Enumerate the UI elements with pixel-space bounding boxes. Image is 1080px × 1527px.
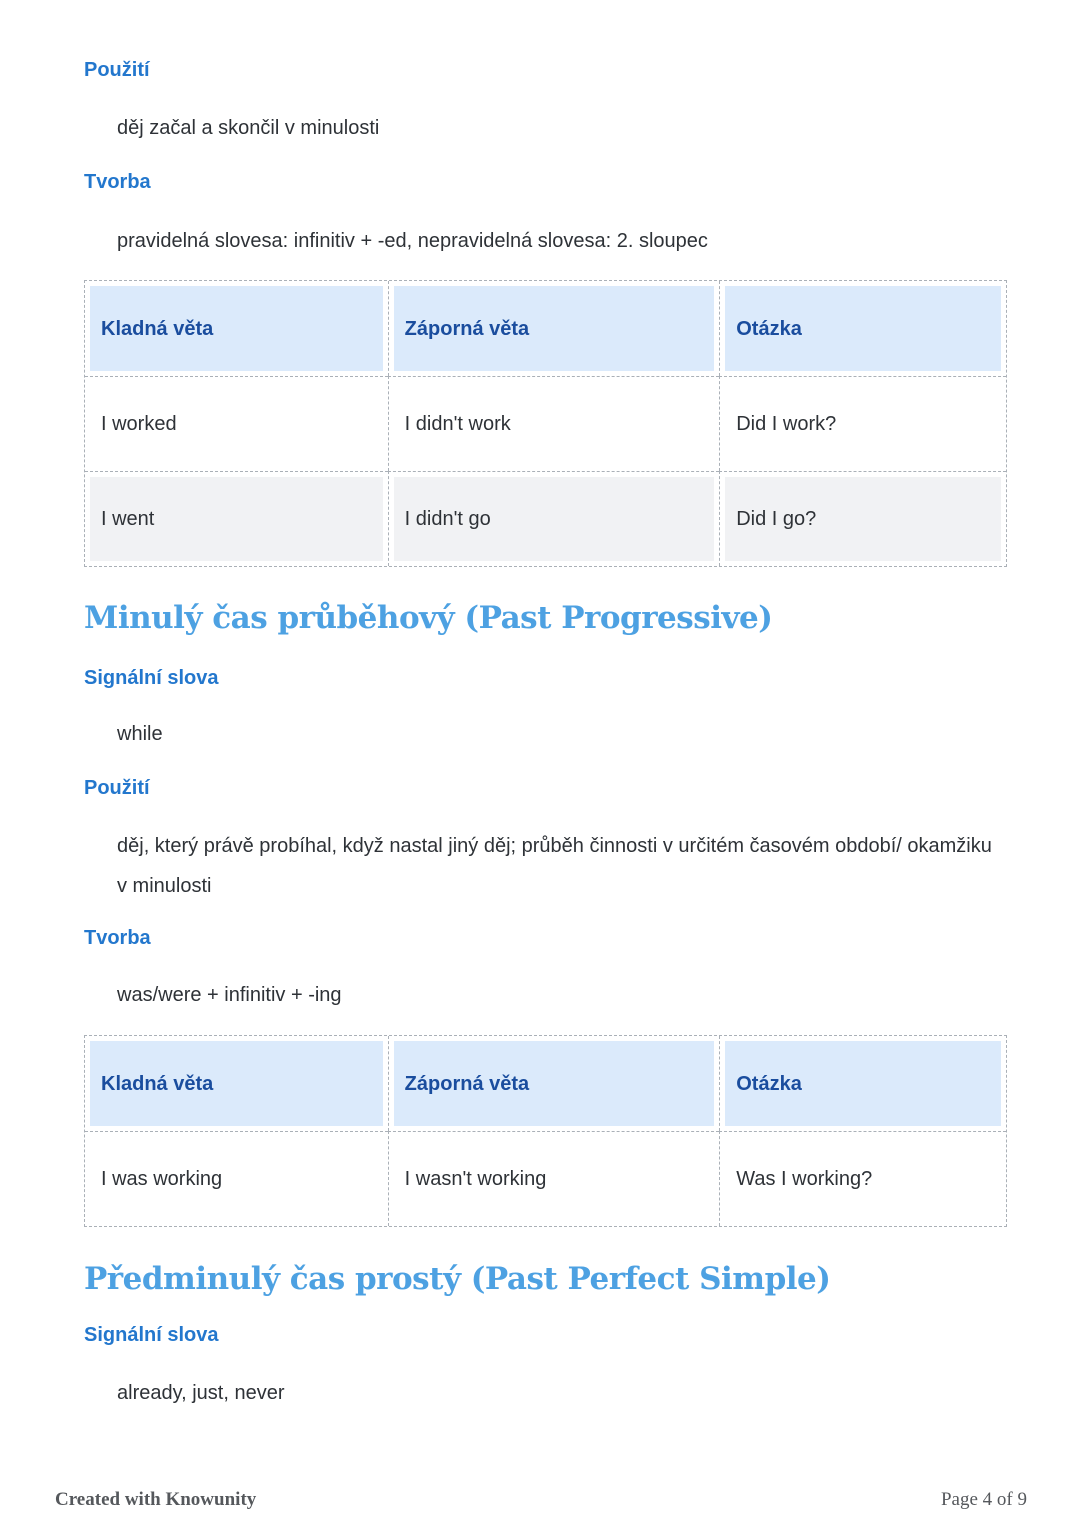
table-header-label: Záporná věta	[404, 317, 530, 340]
table-cell	[85, 471, 388, 566]
table-cell-text: Did I go?	[736, 508, 817, 530]
table-header-cell	[719, 281, 1006, 376]
table-cell-text: Was I working?	[736, 1168, 873, 1190]
paragraph-tvorba-2: was/were + infinitiv + -ing	[117, 984, 342, 1006]
table-header-label: Kladná věta	[101, 317, 214, 340]
table-cell-text: I didn't work	[404, 413, 511, 435]
footer-page-number: Page 4 of 9	[940, 1489, 1027, 1510]
subheading-pouziti-1: Použití	[84, 59, 150, 81]
table-header-cell	[85, 281, 388, 376]
table-cell	[388, 376, 720, 471]
section-title-past-progressive: Minulý čas průběhový (Past Progressive)	[84, 600, 773, 636]
table-header-label: Záporná věta	[404, 1072, 530, 1095]
table-cell	[719, 471, 1006, 566]
table-header-label: Otázka	[736, 317, 802, 340]
table-header-label: Otázka	[736, 1072, 802, 1095]
table-cell	[85, 376, 388, 471]
table-header-label: Kladná věta	[101, 1072, 214, 1095]
past-simple-table	[84, 280, 1007, 567]
table-cell-text: I didn't go	[404, 508, 491, 530]
table-cell-text: I worked	[101, 413, 177, 435]
subheading-tvorba-2: Tvorba	[84, 927, 151, 949]
paragraph-signalni-2: already, just, never	[117, 1382, 285, 1404]
table-header-cell	[388, 1036, 720, 1131]
table-cell-text: I went	[101, 508, 155, 530]
table-cell	[85, 1131, 388, 1226]
table-cell-text: I was working	[101, 1168, 223, 1190]
table-cell	[388, 1131, 720, 1226]
table-header-cell	[388, 281, 720, 376]
table-cell-text: I wasn't working	[404, 1168, 547, 1190]
paragraph-signalni-1: while	[117, 723, 163, 745]
section-title-past-perfect: Předminulý čas prostý (Past Perfect Simple)	[84, 1261, 831, 1297]
table-cell-text: Did I work?	[736, 413, 837, 435]
table-cell	[719, 376, 1006, 471]
table-cell	[388, 471, 720, 566]
subheading-signalni-1: Signální slova	[84, 667, 219, 689]
table-cell	[719, 1131, 1006, 1226]
past-progressive-table	[84, 1035, 1007, 1227]
paragraph-pouziti-1: děj začal a skončil v minulosti	[117, 117, 380, 139]
subheading-signalni-2: Signální slova	[84, 1324, 219, 1346]
table-header-cell	[85, 1036, 388, 1131]
footer-branding: Created with Knowunity	[55, 1489, 257, 1510]
paragraph-pouziti-2: děj, který právě probíhal, když nastal jiný děj; průběh činnosti v určitém časovém období/ okamžiku v minulosti	[117, 835, 992, 897]
paragraph-tvorba-1: pravidelná slovesa: infinitiv + -ed, nepravidelná slovesa: 2. sloupec	[117, 230, 708, 252]
subheading-tvorba-1: Tvorba	[84, 171, 151, 193]
table-header-cell	[719, 1036, 1006, 1131]
subheading-pouziti-2: Použití	[84, 777, 150, 799]
